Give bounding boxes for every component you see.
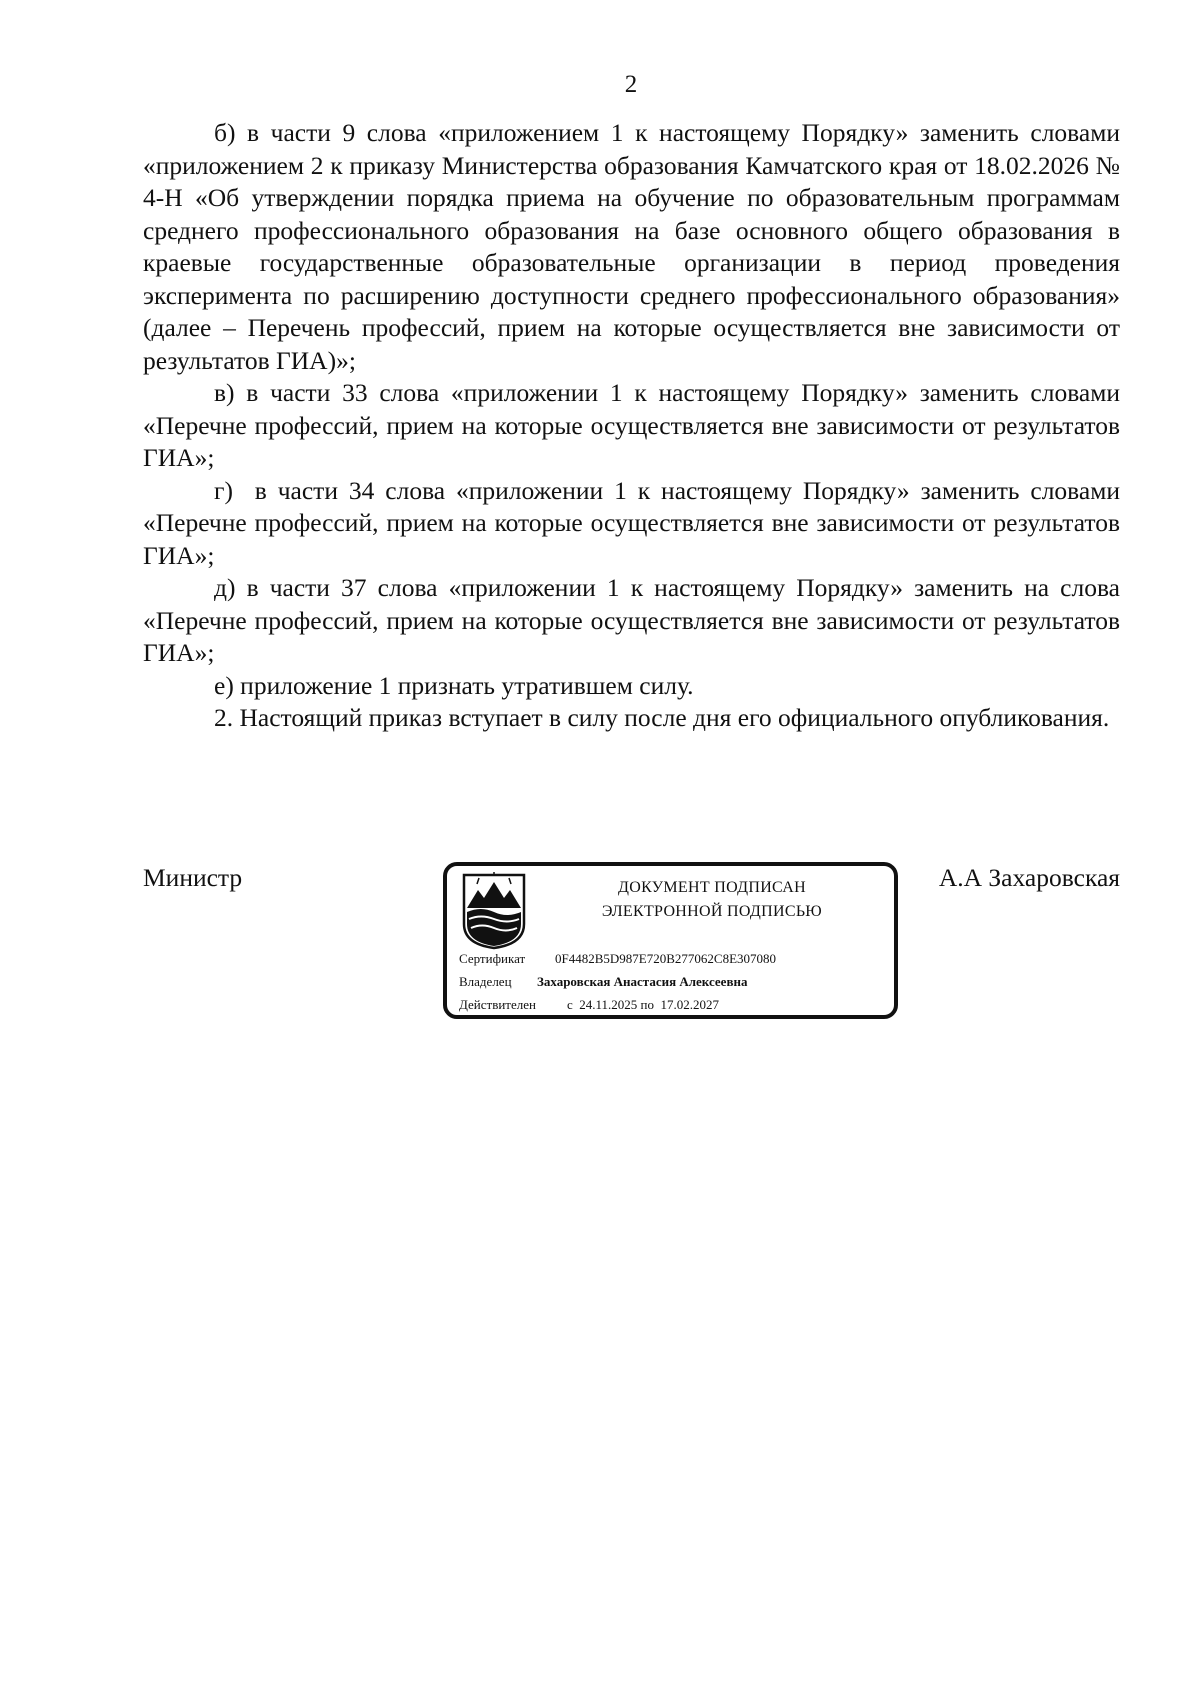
stamp-title-line-1: ДОКУМЕНТ ПОДПИСАН bbox=[618, 879, 806, 896]
kamchatka-coat-of-arms-icon bbox=[461, 872, 527, 950]
owner-value: Захаровская Анастасия Алексеевна bbox=[537, 974, 748, 989]
validity-value: с 24.11.2025 по 17.02.2027 bbox=[567, 997, 719, 1012]
owner-label: Владелец bbox=[459, 974, 512, 989]
certificate-value: 0F4482B5D987E720B277062C8E307080 bbox=[555, 951, 777, 966]
paragraph-d: д) в части 37 слова «приложении 1 к настоящему Порядку» заменить на слова «Перечне профессий, прием на которые осуществляется вне зависимости от результатов ГИА»; bbox=[143, 573, 1120, 667]
paragraph-b: б) в части 9 слова «приложением 1 к настоящему Порядку» заменить словами «приложением 2 к приказу Министерства образования Камчатского края от 18.02.2026 № 4-Н «Об утверждении порядка приема на обучение по образовательным программам среднего профессионального образования на базе основного общего образования в краевые государственные образовательные организации в период проведения эксперимента по расширению доступности среднего профессионального образования» (далее – Перечень профессий, прием на которые осуществляется вне зависимости от результатов ГИА)»; bbox=[143, 118, 1120, 375]
signature-block bbox=[143, 862, 1120, 1032]
paragraph-v: в) в части 33 слова «приложении 1 к настоящему Порядку» заменить словами «Перечне профессий, прием на которые осуществляется вне зависимости от результатов ГИА»; bbox=[143, 378, 1120, 472]
document-body bbox=[143, 117, 1127, 735]
stamp-title-line-2: ЭЛЕКТРОННОЙ ПОДПИСЬЮ bbox=[601, 903, 823, 920]
stamp-title bbox=[542, 876, 882, 924]
stamp-validity-row bbox=[459, 995, 719, 1015]
stamp-owner-row bbox=[459, 972, 747, 992]
signer-position: Министр bbox=[143, 863, 243, 892]
validity-label: Действителен bbox=[459, 997, 536, 1012]
paragraph-e: е) приложение 1 признать утратившем силу. bbox=[214, 670, 694, 700]
certificate-label: Сертификат bbox=[459, 951, 526, 966]
electronic-signature-stamp bbox=[443, 862, 898, 1019]
stamp-certificate-row bbox=[459, 949, 776, 969]
paragraph-2: 2. Настоящий приказ вступает в силу после дня его официального опубликования. bbox=[214, 703, 1110, 732]
signer-name: А.А Захаровская bbox=[938, 863, 1120, 892]
page-number: 2 bbox=[624, 71, 638, 98]
paragraph-g: г) в части 34 слова «приложении 1 к настоящему Порядку» заменить словами «Перечне профессий, прием на которые осуществляется вне зависимости от результатов ГИА»; bbox=[143, 475, 1127, 570]
